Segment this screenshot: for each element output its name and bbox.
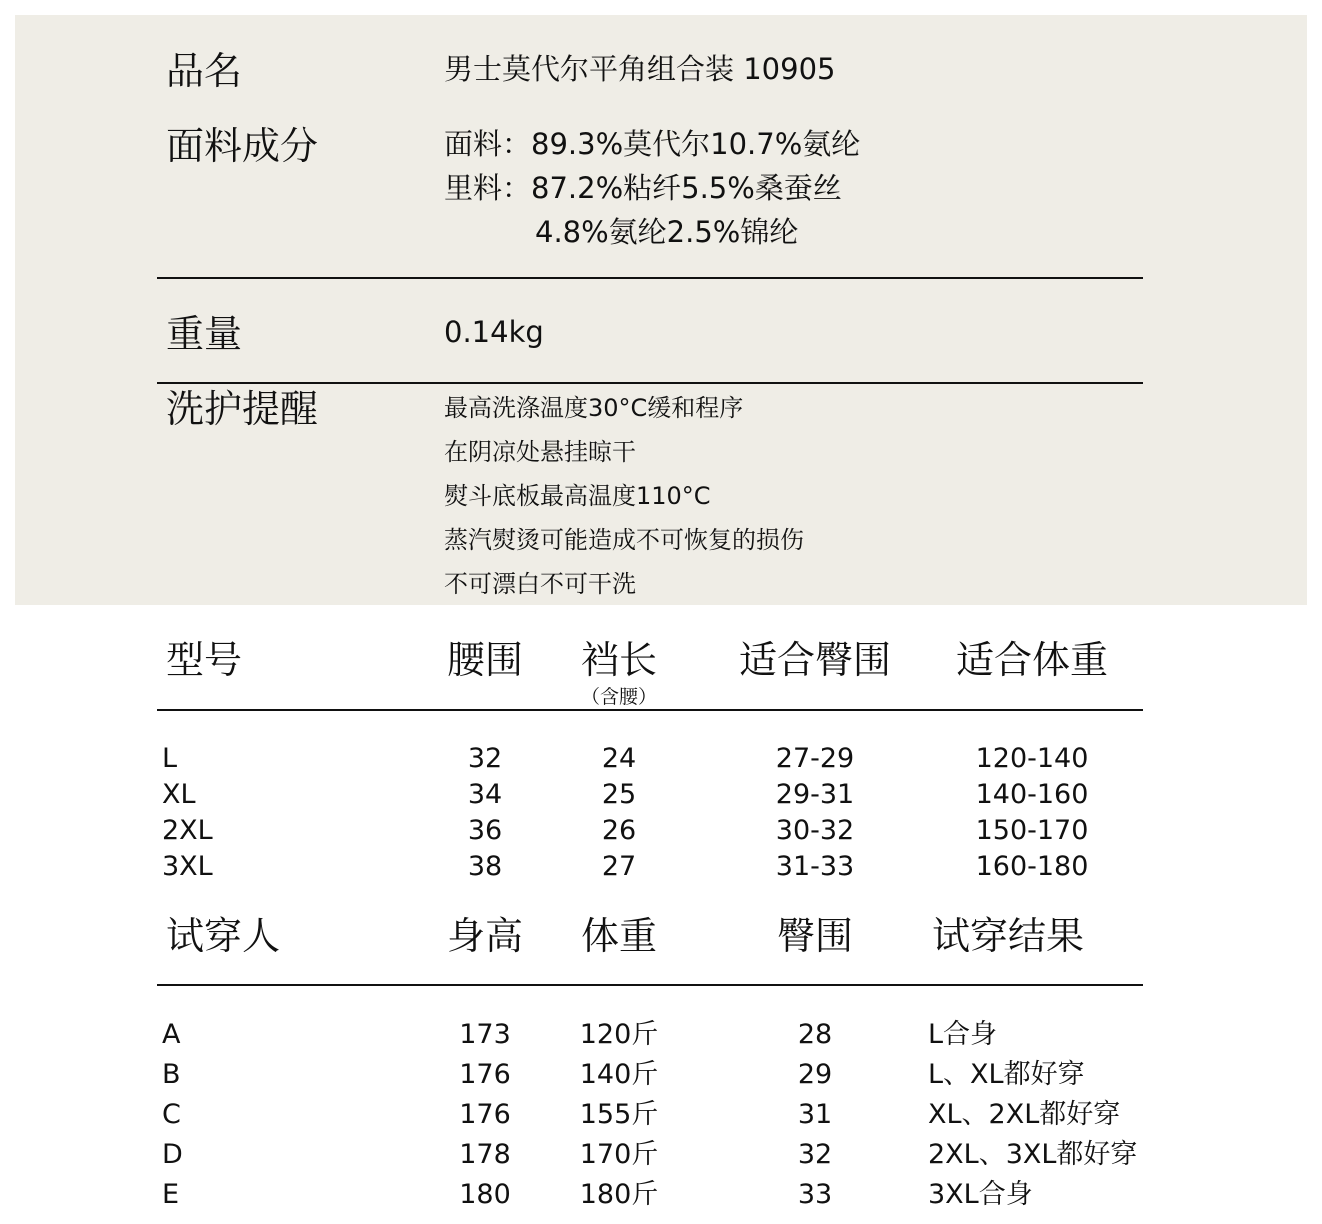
- size-header-hip: 适合臀围: [738, 638, 891, 682]
- size-cell: 160-180: [975, 851, 1089, 882]
- trial-cell: 3XL合身: [928, 1179, 1033, 1210]
- size-subheader-rise: （含腰）: [580, 686, 657, 708]
- size-header-rise: 裆长: [580, 638, 657, 682]
- size-cell: L: [162, 743, 178, 774]
- size-cell: 24: [601, 743, 637, 774]
- fabric-line-2: 里料：87.2%粘纤5.5%桑蚕丝: [444, 171, 842, 205]
- trial-cell: E: [162, 1179, 180, 1210]
- size-cell: 34: [467, 779, 503, 810]
- size-cell: 140-160: [975, 779, 1089, 810]
- size-cell: 27: [601, 851, 637, 882]
- size-cell: 2XL: [162, 815, 213, 846]
- trial-cell: A: [162, 1019, 181, 1050]
- trial-cell: 178: [459, 1139, 511, 1170]
- trial-cell: 140斤: [579, 1059, 659, 1090]
- size-cell: XL: [162, 779, 196, 810]
- trial-cell: 29: [797, 1059, 833, 1090]
- care-line: 最高洗涤温度30°C缓和程序: [444, 394, 744, 422]
- trial-cell: 120斤: [579, 1019, 659, 1050]
- divider: [157, 709, 1143, 711]
- size-cell: 26: [601, 815, 637, 846]
- care-line: 不可漂白不可干洗: [444, 570, 636, 598]
- divider: [157, 984, 1143, 986]
- weight-value: 0.14kg: [444, 315, 544, 349]
- weight-label: 重量: [166, 312, 243, 356]
- size-cell: 150-170: [975, 815, 1089, 846]
- size-cell: 25: [601, 779, 637, 810]
- size-header-model: 型号: [166, 638, 243, 682]
- fabric-line-3: 4.8%氨纶2.5%锦纶: [535, 215, 799, 249]
- name-label: 品名: [166, 49, 243, 93]
- size-cell: 31-33: [775, 851, 855, 882]
- trial-header-weight: 体重: [580, 914, 657, 958]
- size-cell: 36: [467, 815, 503, 846]
- size-cell: 30-32: [775, 815, 855, 846]
- trial-cell: 28: [797, 1019, 833, 1050]
- trial-cell: 173: [459, 1019, 511, 1050]
- care-line: 蒸汽熨烫可能造成不可恢复的损伤: [444, 526, 804, 554]
- trial-cell: 180: [459, 1179, 511, 1210]
- size-cell: 38: [467, 851, 503, 882]
- care-label: 洗护提醒: [166, 387, 319, 431]
- divider: [157, 382, 1143, 384]
- size-header-waist: 腰围: [446, 638, 523, 682]
- trial-cell: 176: [459, 1059, 511, 1090]
- size-cell: 27-29: [775, 743, 855, 774]
- trial-header-hip: 臀围: [776, 914, 853, 958]
- trial-cell: 32: [797, 1139, 833, 1170]
- size-cell: 32: [467, 743, 503, 774]
- trial-header-result: 试穿结果: [932, 914, 1085, 958]
- size-cell: 3XL: [162, 851, 213, 882]
- size-header-weight: 适合体重: [955, 638, 1108, 682]
- trial-cell: B: [162, 1059, 181, 1090]
- care-line: 熨斗底板最高温度110°C: [444, 482, 711, 510]
- trial-cell: D: [162, 1139, 183, 1170]
- trial-cell: 2XL、3XL都好穿: [928, 1139, 1138, 1170]
- size-cell: 120-140: [975, 743, 1089, 774]
- name-value: 男士莫代尔平角组合装 10905: [444, 52, 836, 86]
- fabric-label: 面料成分: [166, 124, 319, 168]
- trial-cell: 176: [459, 1099, 511, 1130]
- trial-cell: 31: [797, 1099, 833, 1130]
- trial-cell: L合身: [928, 1019, 998, 1050]
- trial-cell: L、XL都好穿: [928, 1059, 1085, 1090]
- product-info-panel: [15, 15, 1307, 605]
- trial-cell: C: [162, 1099, 181, 1130]
- trial-cell: 33: [797, 1179, 833, 1210]
- divider: [157, 277, 1143, 279]
- trial-header-height: 身高: [446, 914, 523, 958]
- trial-cell: 170斤: [579, 1139, 659, 1170]
- trial-cell: XL、2XL都好穿: [928, 1099, 1121, 1130]
- trial-cell: 155斤: [579, 1099, 659, 1130]
- trial-header-person: 试穿人: [166, 914, 281, 958]
- fabric-line-1: 面料：89.3%莫代尔10.7%氨纶: [444, 127, 861, 161]
- size-cell: 29-31: [775, 779, 855, 810]
- trial-cell: 180斤: [579, 1179, 659, 1210]
- care-line: 在阴凉处悬挂晾干: [444, 438, 636, 466]
